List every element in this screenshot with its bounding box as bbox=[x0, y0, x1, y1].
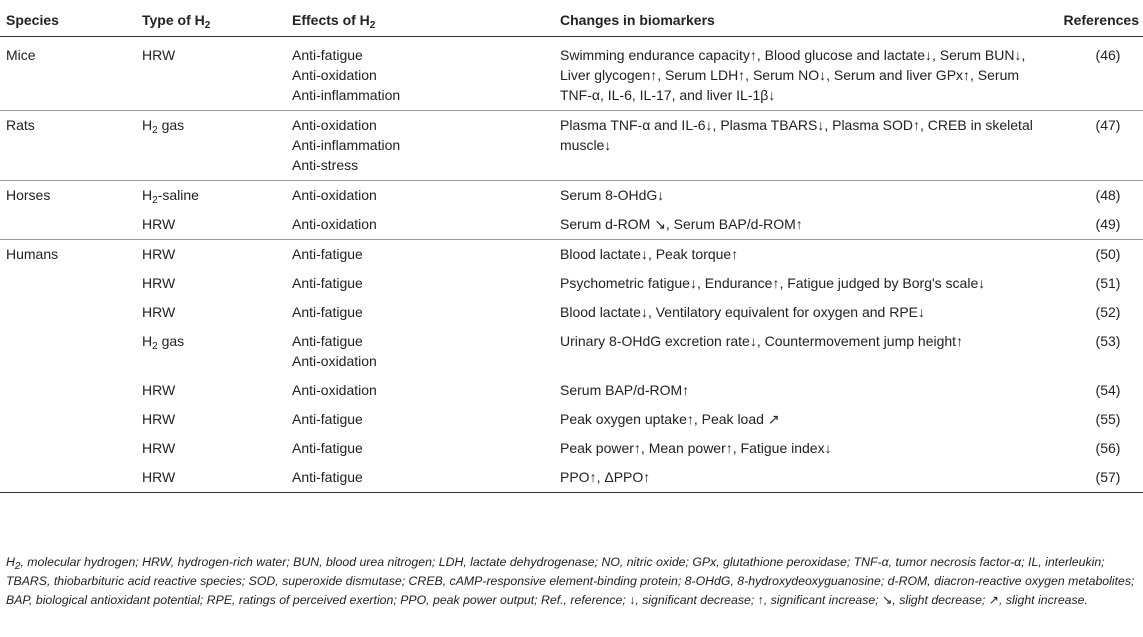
cell-effects bbox=[286, 37, 554, 111]
cell-type: HRW bbox=[142, 411, 176, 427]
header-type-text: Type of H bbox=[142, 12, 205, 28]
cell-type: HRW bbox=[142, 275, 176, 291]
cell-reference: (47) bbox=[1033, 111, 1143, 181]
cell-reference: (52) bbox=[1095, 304, 1121, 320]
cell-reference: (53) bbox=[1095, 333, 1121, 349]
cell-species: Humans bbox=[0, 240, 136, 270]
header-type-subscript: 2 bbox=[204, 20, 211, 31]
effect-item: Anti-inflammation bbox=[292, 137, 401, 153]
header-effects-subscript: 2 bbox=[369, 20, 376, 31]
cell-type: HRW bbox=[142, 440, 176, 456]
table-row bbox=[0, 269, 1143, 298]
cell-reference: (46) bbox=[1095, 47, 1121, 63]
cell-effects bbox=[286, 405, 554, 434]
footnote-lead: H bbox=[6, 555, 15, 569]
cell-type-suffix: gas bbox=[157, 333, 185, 349]
effect-item: Anti-fatigue bbox=[292, 440, 363, 456]
cell-effects bbox=[286, 111, 554, 181]
cell-type bbox=[136, 111, 286, 181]
cell-type-text: H bbox=[142, 187, 153, 203]
cell-species: Rats bbox=[0, 111, 136, 181]
cell-biomarker-changes: Psychometric fatigue↓, Endurance↑, Fatigue judged by Borg's scale↓ bbox=[560, 275, 986, 291]
cell-effects bbox=[286, 181, 554, 211]
h2-effects-table bbox=[0, 6, 1143, 493]
cell-biomarker-changes: Plasma TNF-α and IL-6↓, Plasma TBARS↓, Plasma SOD↑, CREB in skeletal muscle↓ bbox=[554, 111, 1033, 181]
footnote-lead-subscript: 2 bbox=[14, 561, 21, 572]
table-body bbox=[0, 37, 1143, 493]
table-row bbox=[0, 37, 1143, 111]
cell-reference: (54) bbox=[1095, 382, 1121, 398]
effect-item: Anti-fatigue bbox=[292, 47, 363, 63]
cell-effects bbox=[286, 269, 554, 298]
effect-item: Anti-fatigue bbox=[292, 333, 363, 349]
cell-type: HRW bbox=[142, 216, 176, 232]
effect-item: Anti-fatigue bbox=[292, 275, 363, 291]
effect-item: Anti-oxidation bbox=[292, 353, 377, 369]
cell-effects bbox=[286, 434, 554, 463]
cell-biomarker-changes: Swimming endurance capacity↑, Blood glucose and lactate↓, Serum BUN↓, Liver glycogen↑, Serum LDH↑, Serum NO↓, Serum and liver GPx↑, Serum TNF-α, IL-6, IL-17, and liver IL-1β↓ bbox=[560, 47, 1026, 103]
cell-species bbox=[0, 327, 136, 376]
table-header bbox=[0, 6, 1143, 37]
cell-biomarker-changes: Serum 8-OHdG↓ bbox=[554, 181, 1033, 211]
cell-type: HRW bbox=[136, 463, 286, 493]
cell-species bbox=[0, 210, 136, 240]
cell-type-subscript: 2 bbox=[152, 195, 158, 206]
cell-species bbox=[0, 376, 136, 405]
table-row bbox=[0, 210, 1143, 240]
cell-type bbox=[136, 181, 286, 211]
cell-biomarker-changes: Serum d-ROM ↘, Serum BAP/d-ROM↑ bbox=[560, 216, 803, 232]
cell-reference: (48) bbox=[1033, 181, 1143, 211]
header-row bbox=[0, 6, 1143, 37]
table-row bbox=[0, 181, 1143, 211]
header-effects-text: Effects of H bbox=[292, 12, 370, 28]
cell-effects bbox=[286, 463, 554, 493]
cell-effects bbox=[286, 376, 554, 405]
table-row bbox=[0, 463, 1143, 493]
cell-reference: (51) bbox=[1095, 275, 1121, 291]
cell-reference: (50) bbox=[1033, 240, 1143, 270]
cell-effects bbox=[286, 327, 554, 376]
table-row bbox=[0, 327, 1143, 376]
cell-species bbox=[0, 269, 136, 298]
cell-species bbox=[0, 463, 136, 493]
table-footnote bbox=[6, 553, 1136, 610]
cell-species bbox=[0, 298, 136, 327]
effect-item: Anti-fatigue bbox=[292, 246, 363, 262]
cell-biomarker-changes: Blood lactate↓, Ventilatory equivalent for oxygen and RPE↓ bbox=[560, 304, 925, 320]
cell-type bbox=[136, 327, 286, 376]
cell-type-subscript: 2 bbox=[152, 341, 158, 352]
cell-type: HRW bbox=[136, 240, 286, 270]
cell-type: HRW bbox=[142, 382, 176, 398]
cell-effects bbox=[286, 240, 554, 270]
cell-species bbox=[0, 434, 136, 463]
cell-biomarker-changes: Peak power↑, Mean power↑, Fatigue index↓ bbox=[560, 440, 832, 456]
table-row bbox=[0, 405, 1143, 434]
table-row bbox=[0, 240, 1143, 270]
effect-item: Anti-oxidation bbox=[292, 187, 377, 203]
cell-reference: (49) bbox=[1095, 216, 1121, 232]
effect-item: Anti-inflammation bbox=[292, 87, 401, 103]
table-row bbox=[0, 376, 1143, 405]
table-row bbox=[0, 298, 1143, 327]
cell-biomarker-changes: Peak oxygen uptake↑, Peak load ↗ bbox=[560, 411, 780, 427]
cell-reference: (57) bbox=[1033, 463, 1143, 493]
cell-effects bbox=[286, 298, 554, 327]
effect-item: Anti-oxidation bbox=[292, 117, 377, 133]
cell-type-subscript: 2 bbox=[152, 125, 158, 136]
header-species: Species bbox=[0, 6, 136, 37]
footnote-text: , molecular hydrogen; HRW, hydrogen-rich water; BUN, blood urea nitrogen; LDH, lactate dehydrogenase; NO, nitric oxide; GPx, glutathione peroxidase; TNF-α, tumor necrosis factor-α; IL, interleukin; TBARS, thiobarbituric acid reactive species; SOD, superoxide dismutase; CREB, cAMP-responsive element-binding protein; 8-OHdG, 8-hydroxydeoxyguanosine; d-ROM, diacron-reactive oxygen metabolites; BAP, biological antioxidant potential; RPE, ratings of perceived exertion; PPO, peak power output; Ref., reference; ↓, significant decrease; ↑, significant increase; ↘, slight decrease; ↗, slight increase. bbox=[6, 555, 1135, 607]
header-changes: Changes in biomarkers bbox=[554, 6, 1033, 37]
cell-effects bbox=[286, 210, 554, 240]
cell-species: Horses bbox=[0, 181, 136, 211]
cell-biomarker-changes: Blood lactate↓, Peak torque↑ bbox=[554, 240, 1033, 270]
header-effects bbox=[286, 6, 554, 37]
cell-biomarker-changes: Urinary 8-OHdG excretion rate↓, Countermovement jump height↑ bbox=[560, 333, 964, 349]
cell-reference: (55) bbox=[1095, 411, 1121, 427]
cell-type-suffix: -saline bbox=[157, 187, 199, 203]
cell-reference: (56) bbox=[1095, 440, 1121, 456]
cell-type-text: H bbox=[142, 117, 153, 133]
effect-item: Anti-fatigue bbox=[292, 304, 363, 320]
header-references: References bbox=[1033, 6, 1143, 37]
table-row bbox=[0, 434, 1143, 463]
cell-type: HRW bbox=[142, 304, 176, 320]
cell-type: HRW bbox=[142, 47, 176, 63]
effect-item: Anti-oxidation bbox=[292, 67, 377, 83]
effect-item: Anti-fatigue bbox=[292, 411, 363, 427]
cell-species: Mice bbox=[6, 47, 36, 63]
cell-species bbox=[0, 405, 136, 434]
effect-item: Anti-fatigue bbox=[292, 469, 363, 485]
cell-biomarker-changes: PPO↑, ΔPPO↑ bbox=[554, 463, 1033, 493]
effect-item: Anti-stress bbox=[292, 157, 359, 173]
table-row bbox=[0, 111, 1143, 181]
effect-item: Anti-oxidation bbox=[292, 216, 377, 232]
cell-type-text: H bbox=[142, 333, 153, 349]
cell-biomarker-changes: Serum BAP/d-ROM↑ bbox=[560, 382, 690, 398]
header-type bbox=[136, 6, 286, 37]
cell-type-suffix: gas bbox=[157, 117, 185, 133]
effect-item: Anti-oxidation bbox=[292, 382, 377, 398]
